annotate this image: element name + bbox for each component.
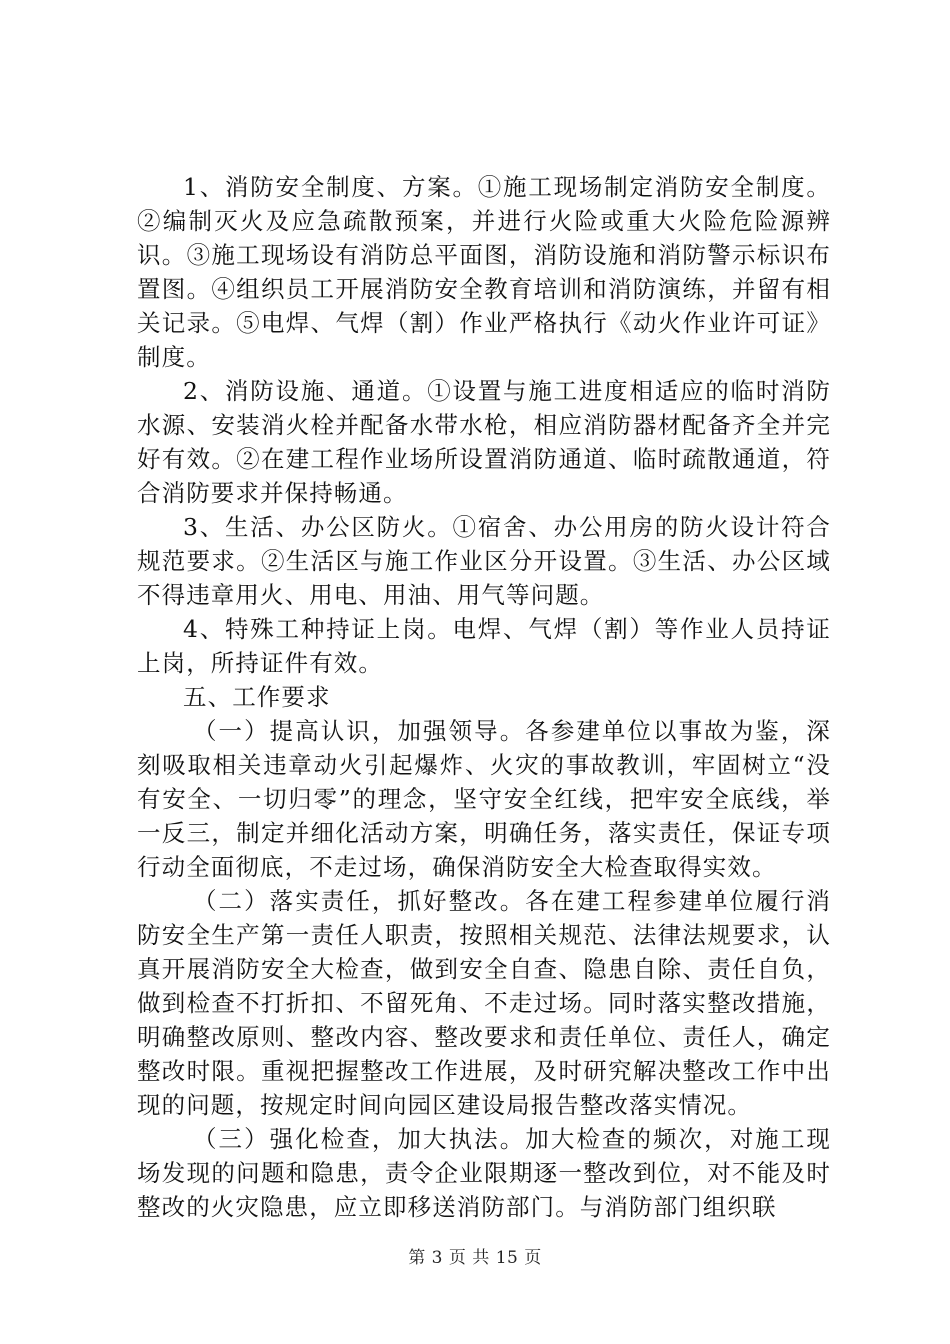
paragraph-requirement-2: （二）落实责任，抓好整改。各在建工程参建单位履行消防安全生产第一责任人职责，按照相关规范、法律法规要求，认真开展消防安全大检查，做到安全自查、隐患自除、责任自负，做到检查不打折扣、不留死角、不走过场。同时落实整改措施，明确整改原则、整改内容、整改要求和责任单位、责任人，确定整改时限。重视把握整改工作进展，及时研究解决整改工作中出现的问题，按规定时间向园区建设局报告整改落实情况。: [137, 887, 831, 1119]
paragraph-requirement-3: （三）强化检查，加大执法。加大检查的频次，对施工现场发现的问题和隐患，责令企业限期逐一整改到位，对不能及时整改的火灾隐患，应立即移送消防部门。与消防部门组织联: [137, 1125, 831, 1221]
page-number-footer: 第 3 页 共 15 页: [408, 1248, 542, 1268]
section-heading-work-requirements: 五、工作要求: [183, 683, 331, 711]
document-body: [137, 170, 831, 1224]
paragraph-special-workers: 4、特殊工种持证上岗。电焊、气焊（割）等作业人员持证上岗，所持证件有效。: [137, 615, 831, 677]
paragraph-fire-safety-system: 1、消防安全制度、方案。①施工现场制定消防安全制度。②编制灭火及应急疏散预案，并进行火险或重大火险危险源辨识。③施工现场设有消防总平面图，消防设施和消防警示标识布置图。④组织员工开展消防安全教育培训和消防演练，并留有相关记录。⑤电焊、气焊（割）作业严格执行《动火作业许可证》制度。: [137, 173, 831, 371]
paragraph-fire-facilities: 2、消防设施、通道。①设置与施工进度相适应的临时消防水源、安装消火栓并配备水带水枪，相应消防器材配备齐全并完好有效。②在建工程作业场所设置消防通道、临时疏散通道，符合消防要求并保持畅通。: [137, 377, 831, 507]
paragraph-requirement-1: （一）提高认识，加强领导。各参建单位以事故为鉴，深刻吸取相关违章动火引起爆炸、火灾的事故教训，牢固树立“没有安全、一切归零”的理念，坚守安全红线，把牢安全底线，举一反三，制定并细化活动方案，明确任务，落实责任，保证专项行动全面彻底，不走过场，确保消防安全大检查取得实效。: [137, 717, 831, 881]
paragraph-living-office-fire: 3、生活、办公区防火。①宿舍、办公用房的防火设计符合规范要求。②生活区与施工作业区分开设置。③生活、办公区域不得违章用火、用电、用油、用气等问题。: [137, 513, 831, 609]
